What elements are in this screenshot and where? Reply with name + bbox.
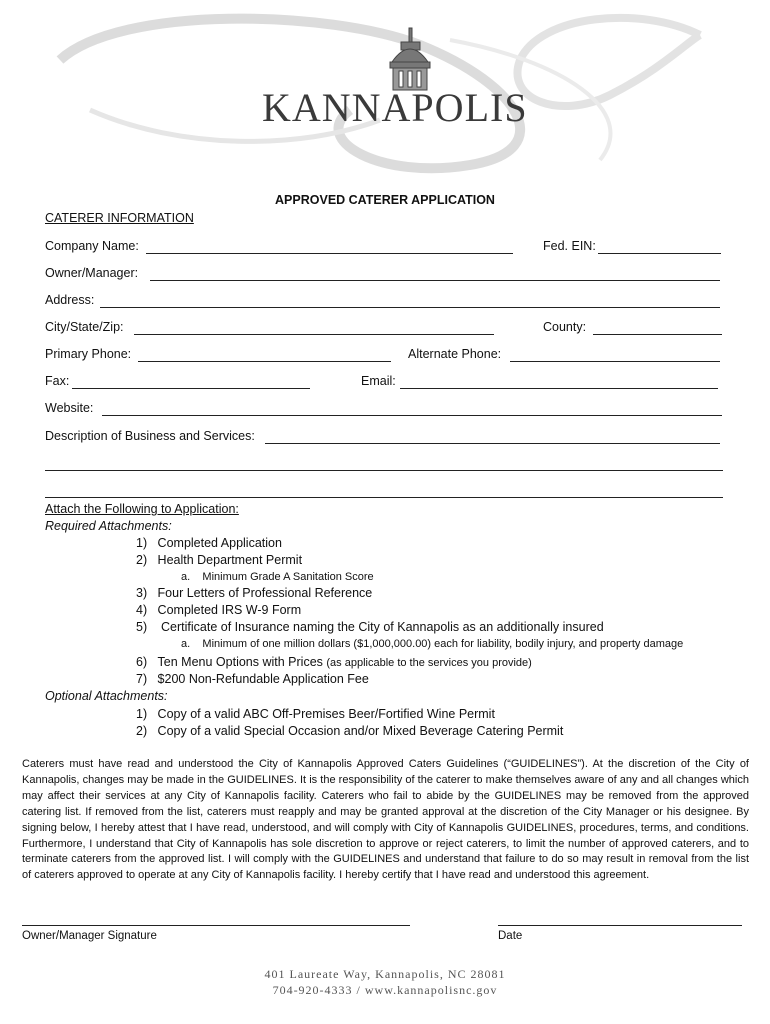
list-item: 7) $200 Non-Refundable Application Fee: [136, 672, 369, 686]
website-field[interactable]: [102, 415, 722, 416]
owner-manager-field[interactable]: [150, 280, 720, 281]
fed-ein-label: Fed. EIN:: [543, 239, 596, 253]
company-name-label: Company Name:: [45, 239, 139, 253]
list-item: 1) Copy of a valid ABC Off-Premises Beer/Fortified Wine Permit: [136, 707, 495, 721]
footer-address: 401 Laureate Way, Kannapolis, NC 28081: [264, 967, 506, 981]
list-subitem: a. Minimum Grade A Sanitation Score: [181, 571, 374, 583]
address-label: Address:: [45, 293, 95, 307]
description-field[interactable]: [265, 443, 720, 444]
fax-field[interactable]: [72, 388, 310, 389]
county-field[interactable]: [593, 334, 722, 335]
fed-ein-field[interactable]: [598, 253, 721, 254]
primary-phone-field[interactable]: [138, 361, 391, 362]
description-field-line-3[interactable]: [45, 497, 723, 498]
list-item: 1) Completed Application: [136, 536, 282, 550]
list-item: 2) Copy of a valid Special Occasion and/or Mixed Beverage Catering Permit: [136, 724, 564, 738]
alternate-phone-field[interactable]: [510, 361, 720, 362]
agreement-text: Caterers must have read and understood the City of Kannapolis Approved Caters Guidelines (“GUIDELINES”). At the discretion of the City of Kannapolis, changes may be made in the GUIDELINES. It is the responsibility of the caterer to make themselves aware of any and all changes which may affect their services at any City of Kannapolis facility. Caterers who fail to abide by the GUIDELINES may be removed from the approved catering list. If removed from the list, caterers must reapply and may be granted approval at the discretion of the City Manager or his designee. By signing below, I hereby attest that I have read, understood, and will comply with City of Kannapolis GUIDELINES, procedures, terms, and conditions. Furthermore, I understand that City of Kannapolis has sole discretion to approve or reject caterers, to limit the number of approved caterers, and to terminate caterers from the approved list. I will comply with the GUIDELINES and understand that failure to do so may result in removal from the list of caterers approved to operate at any City of Kannapolis facility. I hereby certify that I have read and understood this agreement.: [22, 758, 749, 882]
logo-wordmark: KANNAPOLIS: [262, 85, 528, 130]
website-label: Website:: [45, 401, 94, 415]
city-state-zip-label: City/State/Zip:: [45, 320, 124, 334]
signature-label: Owner/Manager Signature: [22, 930, 157, 942]
optional-attachments-label: Optional Attachments:: [45, 689, 168, 703]
list-item: 4) Completed IRS W-9 Form: [136, 603, 302, 617]
email-label: Email:: [361, 374, 396, 388]
city-state-zip-field[interactable]: [134, 334, 494, 335]
email-field[interactable]: [400, 388, 718, 389]
list-item: 2) Health Department Permit: [136, 553, 303, 567]
list-item: 6) Ten Menu Options with Prices (as applicable to the services you provide): [136, 655, 532, 669]
section-heading: CATERER INFORMATION: [45, 211, 194, 225]
date-field[interactable]: [498, 925, 742, 926]
description-label: Description of Business and Services:: [45, 429, 255, 443]
company-name-field[interactable]: [146, 253, 513, 254]
primary-phone-label: Primary Phone:: [45, 347, 132, 361]
attachments-heading: Attach the Following to Application:: [45, 502, 239, 516]
required-attachments-label: Required Attachments:: [45, 519, 172, 533]
owner-manager-label: Owner/Manager:: [45, 266, 139, 280]
county-label: County:: [543, 320, 587, 334]
page-title: APPROVED CATERER APPLICATION: [275, 193, 495, 207]
list-item: 3) Four Letters of Professional Reference: [136, 586, 373, 600]
list-item: 5) Certificate of Insurance naming the City of Kannapolis as an additionally insured: [136, 620, 604, 634]
fax-label: Fax:: [45, 374, 70, 388]
description-field-line-2[interactable]: [45, 470, 723, 471]
alternate-phone-label: Alternate Phone:: [408, 347, 502, 361]
address-field[interactable]: [100, 307, 720, 308]
date-label: Date: [498, 930, 523, 942]
list-subitem: a. Minimum of one million dollars ($1,000,000.00) each for liability, bodily injury, and property damage: [181, 638, 684, 650]
signature-field[interactable]: [22, 925, 410, 926]
footer-contact: 704-920-4333 / www.kannapolisnc.gov: [272, 983, 498, 997]
